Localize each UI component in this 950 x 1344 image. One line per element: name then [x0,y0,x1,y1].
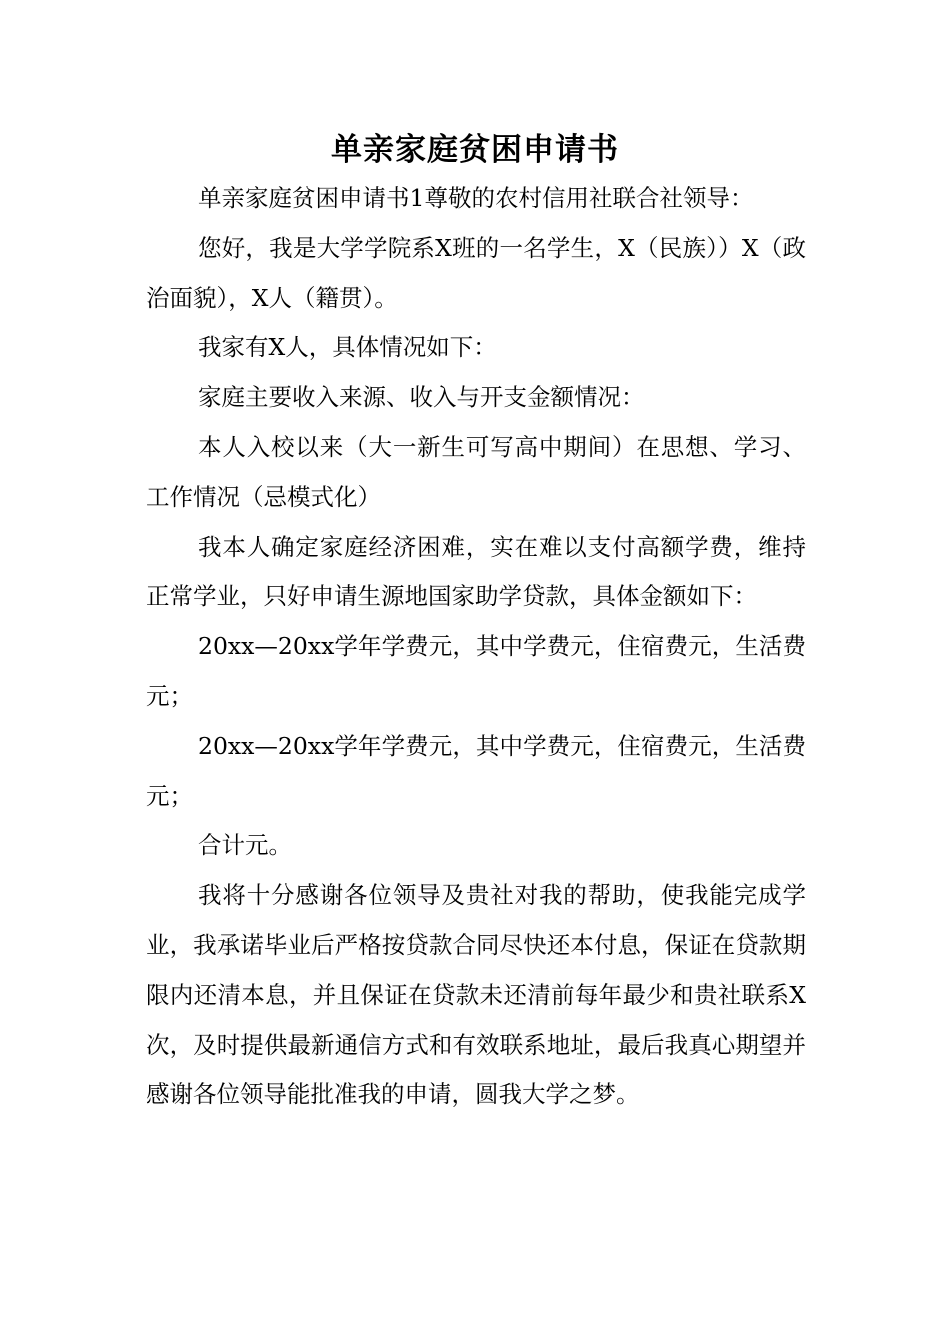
paragraph-total: 合计元。 [198,831,292,860]
paragraph-loan-request: 我本人确定家庭经济困难，实在难以支付高额学费，维持正常学业，只好申请生源地国家助学贷款，具体金额如下： [146,532,806,611]
document-title: 单亲家庭贫困申请书 [331,132,619,168]
paragraph-school-performance: 本人入校以来（大一新生可写高中期间）在思想、学习、工作情况（忌模式化） [146,432,806,511]
paragraph-commitment: 我将十分感谢各位领导及贵社对我的帮助，使我能完成学业，我承诺毕业后严格按贷款合同尽快还本付息，保证在贷款期限内还清本息，并且保证在贷款未还清前每年最少和贵社联系X次，及时提供最新通信方式和有效联系地址，最后我真心期望并感谢各位领导能批准我的申请，圆我大学之梦。 [146,881,806,1109]
paragraph-income: 家庭主要收入来源、收入与开支金额情况： [198,383,645,412]
paragraph-salutation: 单亲家庭贫困申请书1尊敬的农村信用社联合社领导： [198,184,754,212]
paragraph-fee-year-1: 20xx—20xx学年学费元，其中学费元，住宿费元，生活费元； [146,632,806,710]
paragraph-greeting: 您好，我是大学学院系X班的一名学生，X（民族））X（政治面貌），X人（籍贯）。 [146,233,806,312]
paragraph-family-size: 我家有X人，具体情况如下： [198,333,497,362]
document-body [146,174,806,1120]
paragraph-fee-year-2: 20xx—20xx学年学费元，其中学费元，住宿费元，生活费元； [146,731,806,810]
